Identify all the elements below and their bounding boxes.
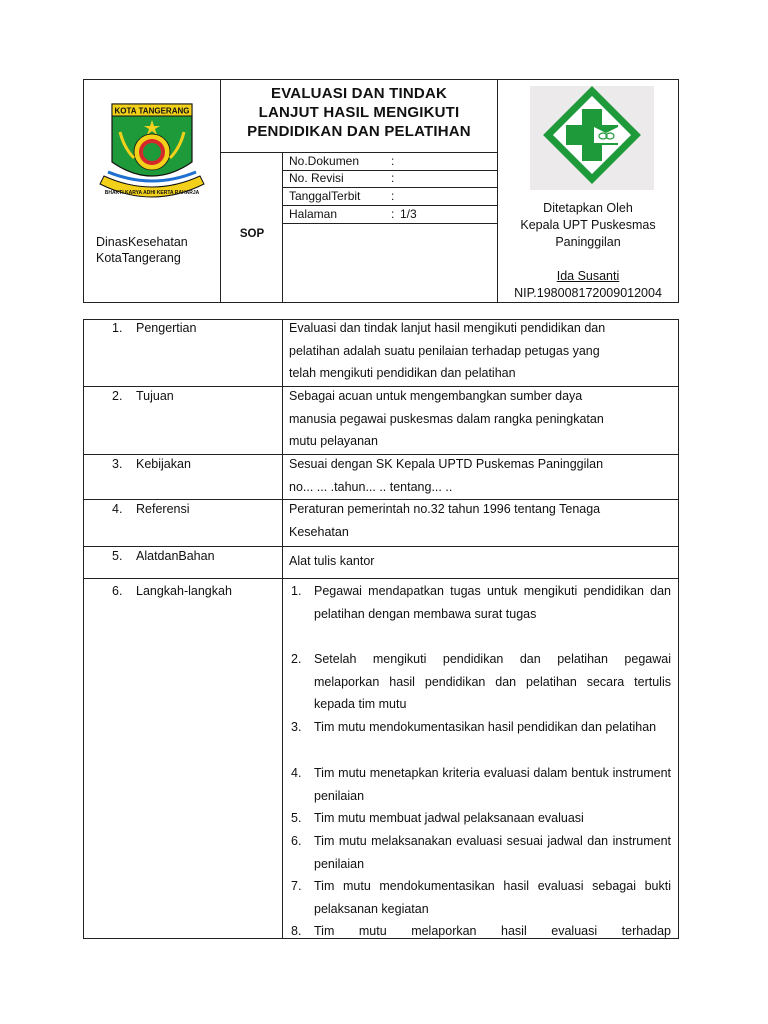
- sop-label: SOP: [239, 228, 265, 240]
- cell-line: Sebagai acuan untuk mengembangkan sumber daya: [289, 389, 583, 403]
- step-number: 2.: [291, 652, 302, 666]
- logo-top-text: KOTA TANGERANG: [114, 106, 190, 116]
- document-title: [222, 84, 496, 141]
- step-number: 8.: [291, 924, 302, 938]
- meta-label: TanggalTerbit: [289, 189, 361, 203]
- approval-line: Paninggilan: [555, 235, 621, 249]
- row-label-langkah: Langkah-langkah: [136, 584, 232, 598]
- cell-line: Sesuai dengan SK Kepala UPTD Puskemas Paninggilan: [289, 457, 604, 471]
- step-text: Tim mutu mendokumentasikan hasil pendidikan dan pelatihan: [314, 720, 657, 735]
- logo-bottom-text: BHAKTI KARYA ADHI KERTA RAHARJA: [104, 190, 200, 196]
- organization-name: [96, 234, 188, 266]
- meta-colon: :: [391, 207, 395, 221]
- cell-line: Peraturan pemerintah no.32 tahun 1996 tentang Tenaga: [289, 502, 601, 516]
- cell-tujuan: [289, 385, 672, 453]
- row-number: 2.: [112, 389, 123, 403]
- step-text: Tim mutu membuat jadwal pelaksanaan evaluasi: [314, 811, 584, 826]
- cell-pengertian: [289, 317, 672, 385]
- cell-referensi: [289, 498, 672, 543]
- meta-colon: :: [391, 171, 395, 185]
- step-number: 6.: [291, 834, 302, 848]
- row-number: 5.: [112, 549, 123, 563]
- approval-line: Ditetapkan Oleh: [543, 201, 633, 215]
- cell-line: Alat tulis kantor: [289, 554, 375, 568]
- row-number: 3.: [112, 457, 123, 471]
- cell-line: pelatihan adalah suatu penilaian terhadap petugas yang: [289, 343, 600, 358]
- cell-line: Kesehatan: [289, 524, 349, 539]
- step-number: 7.: [291, 879, 302, 893]
- title-line: EVALUASI DAN TINDAK: [270, 85, 448, 102]
- org-line: DinasKesehatan: [96, 235, 188, 249]
- org-line: KotaTangerang: [96, 251, 181, 265]
- step-item: [291, 830, 671, 875]
- step-number: 4.: [291, 766, 302, 780]
- approver-name: [498, 268, 678, 285]
- step-item: [291, 762, 671, 807]
- meta-label: No. Revisi: [289, 171, 344, 185]
- approval-block: [498, 200, 678, 251]
- cell-alat-bahan: [289, 550, 672, 573]
- approver-nip: NIP.198008172009012004: [514, 286, 662, 300]
- step-item: [291, 920, 671, 938]
- step-text: Tim mutu melaporkan hasil evaluasi terhadap: [314, 924, 671, 938]
- row-label-pengertian: Pengertian: [136, 321, 197, 335]
- step-text: Tim mutu mendokumentasikan hasil evaluasi sebagai bukti pelaksanan kegiatan: [314, 879, 671, 916]
- step-text: Setelah mengikuti pendidikan dan pelatihan pegawai melaporkan hasil pendidikan dan pelatihan secara tertulis kepada tim mutu: [314, 652, 671, 712]
- step-text: Tim mutu melaksanakan evaluasi sesuai jadwal dan instrument penilaian: [314, 834, 671, 871]
- step-item: [291, 580, 671, 625]
- approver-name-text: Ida Susanti: [556, 269, 620, 283]
- step-item: [291, 716, 671, 739]
- row-label-kebijakan: Kebijakan: [136, 457, 191, 471]
- row-label-referensi: Referensi: [136, 502, 190, 516]
- row-label-alat-bahan: AlatdanBahan: [136, 549, 215, 563]
- step-text: Pegawai mendapatkan tugas untuk mengikuti pendidikan dan pelatihan dengan membawa surat tugas: [314, 584, 671, 621]
- meta-label: Halaman: [289, 207, 338, 221]
- cell-line: no... ... .tahun... .. tentang... ..: [289, 479, 453, 494]
- row-number: 4.: [112, 502, 123, 516]
- step-text: Tim mutu menetapkan kriteria evaluasi dalam bentuk instrument penilaian: [314, 766, 671, 803]
- step-item: [291, 648, 671, 716]
- cell-line: telah mengikuti pendidikan dan pelatihan: [289, 366, 516, 381]
- puskesmas-logo: [520, 83, 656, 191]
- row-number: 1.: [112, 321, 123, 335]
- cell-line: mutu pelayanan: [289, 434, 378, 449]
- city-emblem-logo: [94, 98, 210, 210]
- meta-label: No.Dokumen: [289, 154, 360, 168]
- title-line: LANJUT HASIL MENGIKUTI: [258, 104, 460, 121]
- meta-value: 1/3: [400, 207, 417, 221]
- meta-colon: :: [391, 189, 395, 203]
- step-item: [291, 875, 671, 920]
- row-number: 6.: [112, 584, 123, 598]
- title-line: PENDIDIKAN DAN PELATIHAN: [247, 123, 471, 140]
- cell-line: manusia pegawai puskesmas dalam rangka peningkatan: [289, 411, 604, 426]
- step-number: 5.: [291, 811, 302, 825]
- step-item: [291, 807, 671, 830]
- cell-line: Evaluasi dan tindak lanjut hasil mengikuti pendidikan dan: [289, 321, 606, 335]
- cell-kebijakan: [289, 453, 672, 498]
- step-number: 3.: [291, 720, 302, 734]
- step-number: 1.: [291, 584, 302, 598]
- meta-colon: :: [391, 154, 395, 168]
- approval-line: Kepala UPT Puskesmas: [520, 218, 656, 232]
- row-label-tujuan: Tujuan: [136, 389, 174, 403]
